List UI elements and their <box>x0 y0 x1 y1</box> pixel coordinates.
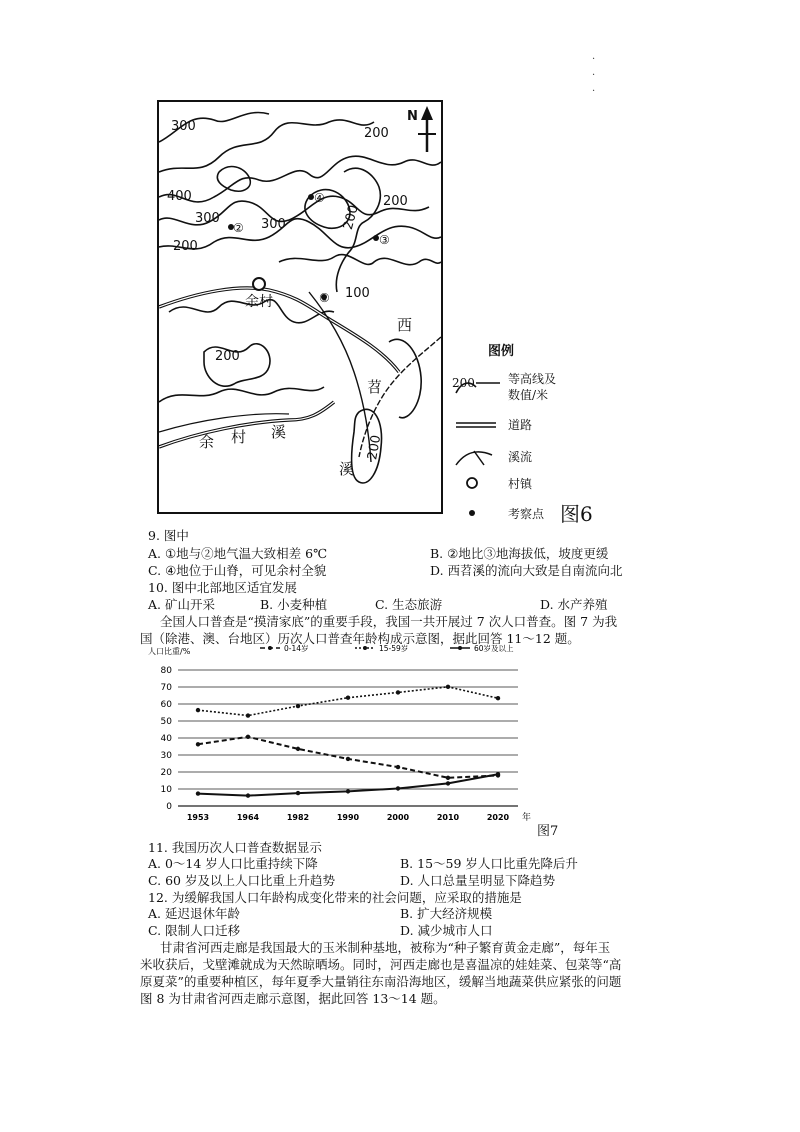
data-point <box>496 696 500 700</box>
svg-text:数值/米: 数值/米 <box>508 388 549 402</box>
y-tick-label: 20 <box>160 768 172 778</box>
q9-option-d[interactable]: D. 西苕溪的流向大致是自南流向北 <box>430 563 623 578</box>
svg-text:苕: 苕 <box>367 378 383 396</box>
x-axis-label: 年 <box>522 813 532 823</box>
svg-text:西: 西 <box>397 316 413 334</box>
q10-stem: 10. 图中北部地区适宜发展 <box>148 580 297 595</box>
figure-6-label: 图6 <box>560 502 593 523</box>
svg-text:200: 200 <box>365 433 385 462</box>
svg-text:200: 200 <box>364 126 389 141</box>
q12-option-b[interactable]: B. 扩大经济规模 <box>400 906 493 921</box>
legend-point-label: 考察点 <box>508 507 545 521</box>
legend-stream-label: 溪流 <box>508 450 533 464</box>
svg-text:200: 200 <box>452 376 475 390</box>
data-point <box>196 791 200 795</box>
series-line-1 <box>198 687 498 716</box>
legend-village-label: 村镇 <box>508 477 533 491</box>
legend-label: 60岁及以上 <box>474 644 514 653</box>
x-tick-label: 1982 <box>286 813 310 822</box>
x-tick-label: 2000 <box>386 813 410 822</box>
svg-text:300: 300 <box>171 119 196 134</box>
svg-text:余村: 余村 <box>245 294 273 310</box>
q12-option-a[interactable]: A. 延迟退休年龄 <box>148 906 240 921</box>
q10-option-b[interactable]: B. 小麦种植 <box>260 597 328 612</box>
intro-11-line-2: 国（除港、澳、台地区）历次人口普查年龄构成示意图，据此回答 11～12 题。 <box>140 631 580 646</box>
data-point <box>296 791 300 795</box>
y-tick-label: 80 <box>160 666 172 676</box>
data-point <box>396 690 400 694</box>
q12-option-c[interactable]: C. 限制人口迁移 <box>148 923 241 938</box>
legend-contour-label: 等高线及 <box>508 372 557 386</box>
x-tick-label: 2010 <box>436 813 460 822</box>
data-point <box>296 747 300 751</box>
q11-option-d[interactable]: D. 人口总量呈明显下降趋势 <box>400 873 556 888</box>
q11-stem: 11. 我国历次人口普查数据显示 <box>148 840 322 855</box>
data-point <box>246 793 250 797</box>
q9-option-b[interactable]: B. ②地比③地海拔低，坡度更缓 <box>430 546 609 561</box>
q10-option-a[interactable]: A. 矿山开采 <box>148 597 215 612</box>
data-point <box>496 772 500 776</box>
svg-text:村: 村 <box>231 428 247 446</box>
intro-13-line-4: 图 8 为甘肃省河西走廊示意图，据此回答 13～14 题。 <box>140 991 446 1006</box>
q11-option-b[interactable]: B. 15～59 岁人口比重先降后升 <box>400 856 578 871</box>
q10-option-c[interactable]: C. 生态旅游 <box>375 597 443 612</box>
figure-7-label: 图7 <box>537 824 559 839</box>
legend-marker <box>458 646 462 650</box>
q9-option-c[interactable]: C. ④地位于山脊，可见余村全貌 <box>148 563 327 578</box>
map-legend <box>452 343 612 523</box>
data-point <box>346 789 350 793</box>
svg-text:200: 200 <box>383 194 408 209</box>
svg-text:300: 300 <box>195 211 220 226</box>
q10-option-d[interactable]: D. 水产养殖 <box>540 597 608 612</box>
y-tick-label: 0 <box>166 802 172 812</box>
village-marker <box>253 278 265 290</box>
svg-text:余: 余 <box>199 433 215 451</box>
data-point <box>196 742 200 746</box>
x-tick-label: 1964 <box>236 813 260 822</box>
data-point <box>446 781 450 785</box>
data-point <box>396 786 400 790</box>
svg-text:①: ① <box>319 291 330 305</box>
figure-6-map <box>157 100 443 514</box>
age-structure-chart <box>140 640 570 840</box>
contour-map <box>159 102 441 512</box>
y-axis-label: 人口比重/% <box>148 647 191 656</box>
data-point <box>346 696 350 700</box>
y-tick-label: 30 <box>160 751 172 761</box>
svg-text:400: 400 <box>167 189 192 204</box>
svg-text:③: ③ <box>379 233 390 247</box>
intro-13-line-2: 米收获后，戈壁滩就成为天然晾晒场。同时，河西走廊也是喜温凉的娃娃菜、包菜等“高 <box>140 957 622 972</box>
q11-option-c[interactable]: C. 60 岁及以上人口比重上升趋势 <box>148 873 335 888</box>
data-point <box>296 704 300 708</box>
data-point <box>246 735 250 739</box>
figure-7-chart <box>140 640 570 840</box>
svg-text:200: 200 <box>340 203 362 232</box>
intro-11-line-1: 全国人口普查是“摸清家底”的重要手段，我国一共开展过 7 次人口普查。图 7 为我 <box>160 614 618 629</box>
data-point <box>346 757 350 761</box>
svg-text:溪: 溪 <box>271 423 287 441</box>
legend-label: 0-14岁 <box>284 644 309 653</box>
svg-text:N: N <box>407 109 418 124</box>
data-point <box>396 765 400 769</box>
data-point <box>446 776 450 780</box>
legend-marker <box>363 646 367 650</box>
svg-text:200: 200 <box>173 239 198 254</box>
q9-option-a[interactable]: A. ①地与②地气温大致相差 6℃ <box>148 546 328 561</box>
data-point <box>446 685 450 689</box>
intro-13-line-3: 原夏菜”的重要种植区，每年夏季大量销往东南沿海地区，缓解当地蔬菜供应紧张的问题 <box>140 974 622 989</box>
legend-marker <box>268 646 272 650</box>
q11-option-a[interactable]: A. 0～14 岁人口比重持续下降 <box>148 856 318 871</box>
q9-stem: 9. 图中 <box>148 528 189 543</box>
legend-road-label: 道路 <box>508 418 533 432</box>
svg-text:溪: 溪 <box>339 460 355 478</box>
y-tick-label: 10 <box>160 785 172 795</box>
q12-stem: 12. 为缓解我国人口年龄构成变化带来的社会问题，应采取的措施是 <box>148 890 522 905</box>
legend-title: 图例 <box>488 344 515 359</box>
header-dots: · · · <box>592 54 596 97</box>
y-tick-label: 40 <box>160 734 172 744</box>
legend-label: 15-59岁 <box>379 644 409 653</box>
intro-13-line-1: 甘肃省河西走廊是我国最大的玉米制种基地，被称为“种子繁育黄金走廊”，每年玉 <box>160 940 611 955</box>
svg-text:②: ② <box>233 221 244 235</box>
svg-text:200: 200 <box>215 349 240 364</box>
svg-text:④: ④ <box>314 191 325 205</box>
svg-text:300: 300 <box>261 217 286 232</box>
x-tick-label: 1953 <box>186 813 210 822</box>
data-point <box>196 708 200 712</box>
y-tick-label: 50 <box>160 717 172 727</box>
q12-option-d[interactable]: D. 减少城市人口 <box>400 923 493 938</box>
x-tick-label: 1990 <box>336 813 360 822</box>
y-tick-label: 70 <box>160 683 172 693</box>
y-tick-label: 60 <box>160 700 172 710</box>
svg-text:100: 100 <box>345 286 370 301</box>
data-point <box>246 713 250 717</box>
x-tick-label: 2020 <box>486 813 510 822</box>
